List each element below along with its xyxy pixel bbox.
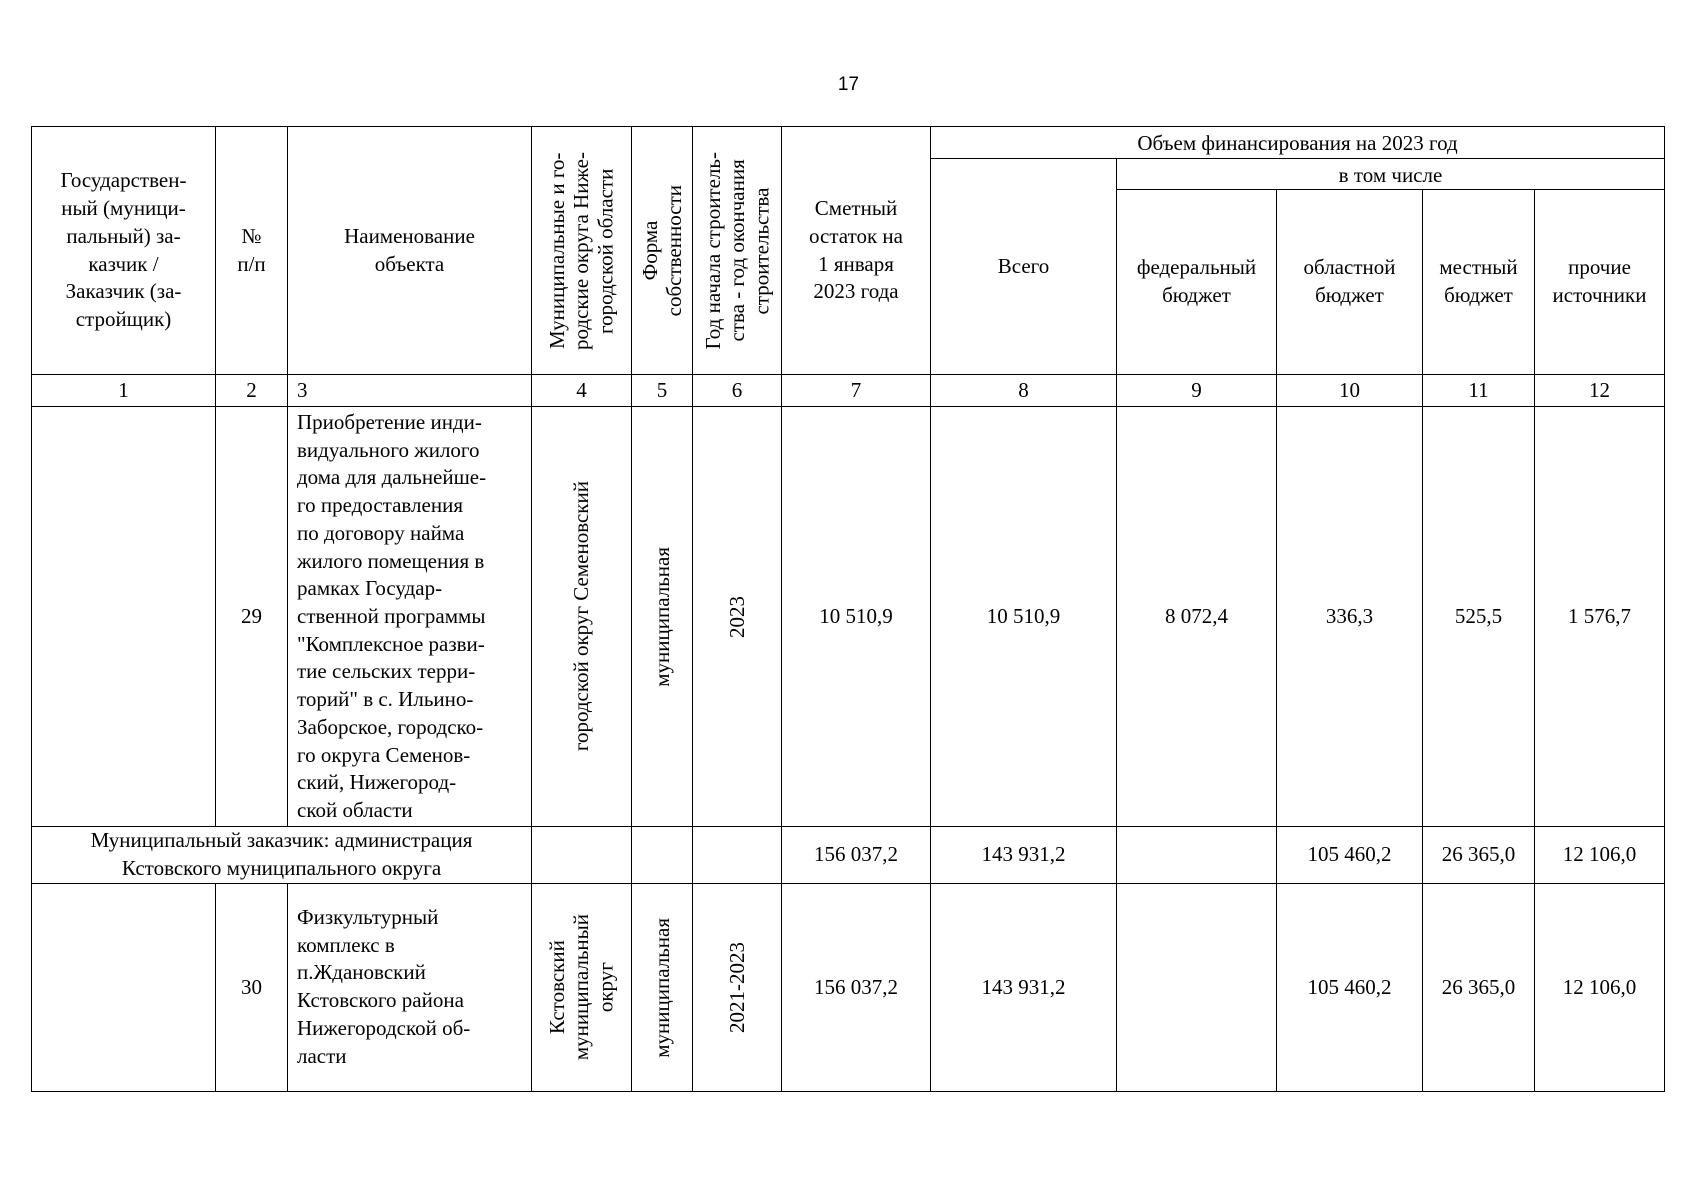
column-number: 1 — [32, 375, 216, 407]
table-row-29 — [32, 407, 1665, 827]
header-years: Год начала строитель- ства - год окончания строительства — [693, 127, 782, 375]
header-total: Всего — [931, 159, 1117, 375]
balance-value: 156 037,2 — [782, 827, 931, 884]
other-value: 12 106,0 — [1535, 827, 1665, 884]
years-cell: 2023 — [693, 407, 782, 827]
header-number: № п/п — [216, 127, 288, 375]
regional-value: 336,3 — [1277, 407, 1423, 827]
column-number-row — [32, 375, 1665, 407]
column-number: 4 — [532, 375, 632, 407]
column-number: 10 — [1277, 375, 1423, 407]
district-cell: городской округ Семеновский — [532, 407, 632, 827]
row-number: 30 — [216, 884, 288, 1092]
total-value: 143 931,2 — [931, 827, 1117, 884]
other-value: 1 576,7 — [1535, 407, 1665, 827]
header-funding-title: Объем финансирования на 2023 год — [931, 127, 1665, 159]
header-ownership: Форма собственности — [632, 127, 693, 375]
header-balance: Сметный остаток на 1 января 2023 года — [782, 127, 931, 375]
customer-cell — [32, 884, 216, 1092]
empty-cell — [632, 827, 693, 884]
other-value: 12 106,0 — [1535, 884, 1665, 1092]
column-number: 11 — [1423, 375, 1535, 407]
local-value: 26 365,0 — [1423, 884, 1535, 1092]
local-value: 26 365,0 — [1423, 827, 1535, 884]
table-row-30 — [32, 884, 1665, 1092]
header-local: местный бюджет — [1423, 190, 1535, 375]
years-cell: 2021-2023 — [693, 884, 782, 1092]
object-name: Физкультурный комплекс в п.Ждановский Кстовского района Нижегородской об- ласти — [288, 884, 532, 1092]
local-value: 525,5 — [1423, 407, 1535, 827]
balance-value: 156 037,2 — [782, 884, 931, 1092]
ownership-cell: муниципальная — [632, 884, 693, 1092]
district-cell: Кстовский муниципальный округ — [532, 884, 632, 1092]
investment-table — [31, 126, 1665, 1092]
row-number: 29 — [216, 407, 288, 827]
header-federal: федеральный бюджет — [1117, 190, 1277, 375]
column-number: 12 — [1535, 375, 1665, 407]
total-value: 10 510,9 — [931, 407, 1117, 827]
customer-cell — [32, 407, 216, 827]
total-value: 143 931,2 — [931, 884, 1117, 1092]
group-row-kstovo — [32, 827, 1665, 884]
empty-cell — [693, 827, 782, 884]
group-label: Муниципальный заказчик: администрация Кстовского муниципального округа — [32, 827, 532, 884]
regional-value: 105 460,2 — [1277, 884, 1423, 1092]
federal-value — [1117, 827, 1277, 884]
header-object-name: Наименование объекта — [288, 127, 532, 375]
regional-value: 105 460,2 — [1277, 827, 1423, 884]
column-number: 5 — [632, 375, 693, 407]
federal-value: 8 072,4 — [1117, 407, 1277, 827]
header-other: прочие источники — [1535, 190, 1665, 375]
ownership-cell: муниципальная — [632, 407, 693, 827]
header-customer: Государствен- ный (муници- пальный) за- казчик / Заказчик (за- стройщик) — [32, 127, 216, 375]
header-regional: областной бюджет — [1277, 190, 1423, 375]
header-row-1 — [32, 127, 1665, 159]
federal-value — [1117, 884, 1277, 1092]
column-number: 2 — [216, 375, 288, 407]
column-number: 3 — [288, 375, 532, 407]
column-number: 8 — [931, 375, 1117, 407]
empty-cell — [532, 827, 632, 884]
object-name: Приобретение инди- видуального жилого дома для дальнейше- го предоставления по договору найма жилого помещения в рамках Государ- ственной программы "Комплексное разви- тие сельских терри- торий" в с. Ильино- Заборское, городско- го округа Семенов- ский, Нижегород- ской области — [288, 407, 532, 827]
column-number: 9 — [1117, 375, 1277, 407]
column-number: 7 — [782, 375, 931, 407]
column-number: 6 — [693, 375, 782, 407]
header-district: Муниципальные и го- родские округа Ниже- городской области — [532, 127, 632, 375]
header-including: в том числе — [1117, 159, 1665, 190]
page-number: 17 — [837, 74, 860, 95]
balance-value: 10 510,9 — [782, 407, 931, 827]
